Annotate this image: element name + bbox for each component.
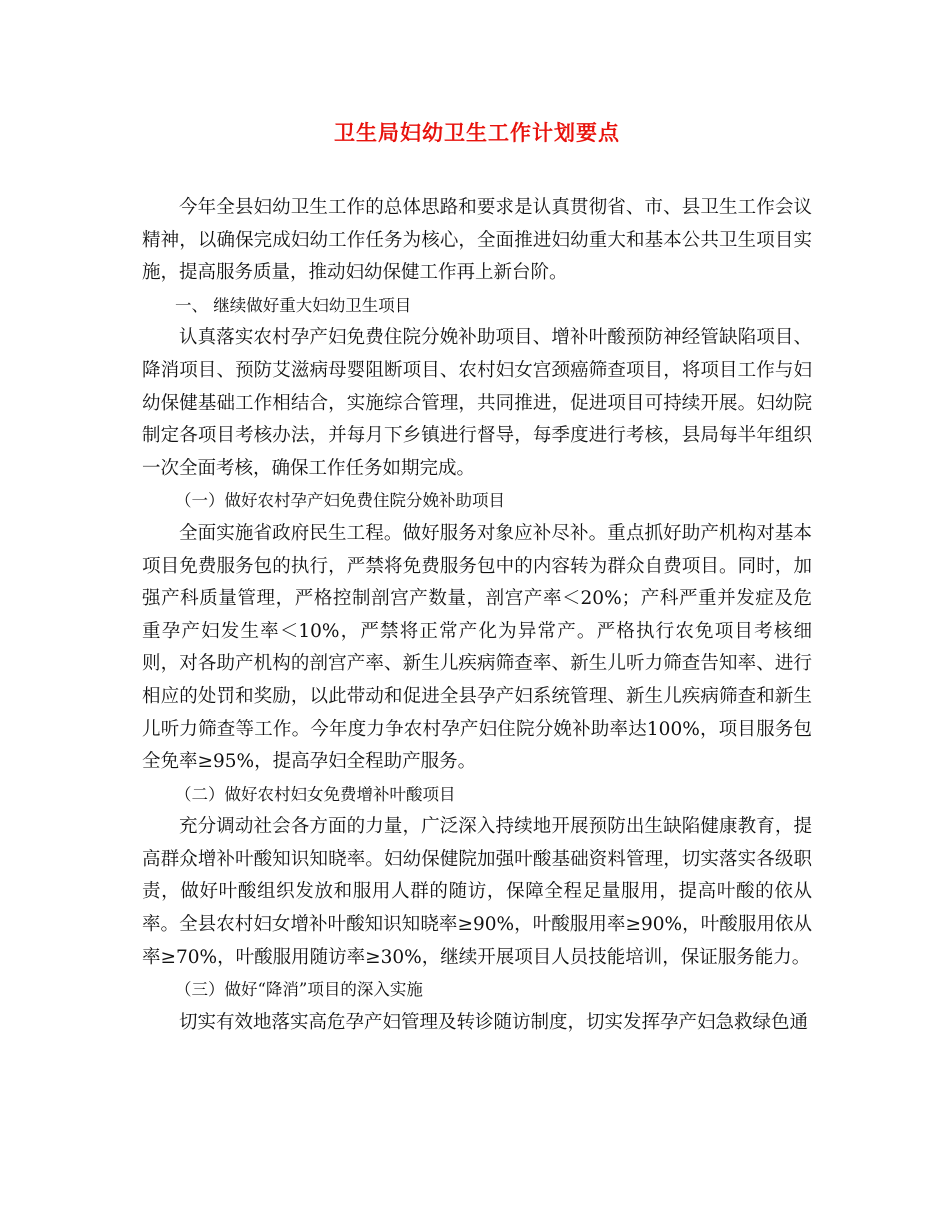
subsection-2-heading: （二）做好农村妇女免费增补叶酸项目 [175,784,456,804]
subsection-3-paragraph: 切实有效地落实高危孕产妇管理及转诊随访制度，切实发挥孕产妇急救绿色通 [179,1011,809,1033]
subsection-1-heading: （一）做好农村孕产妇免费住院分娩补助项目 [175,491,505,511]
section-1-heading: 一、 继续做好重大妇幼卫生项目 [175,295,412,315]
subsection-2-paragraph: 充分调动社会各方面的力量，广泛深入持续地开展预防出生缺陷健康教育，提高群众增补叶酸知识知晓率。妇幼保健院加强叶酸基础资料管理，切实落实各级职责，做好叶酸组织发放和服用人群的随访，保障全程足量服用，提高叶酸的依从率。全县农村妇女增补叶酸知识知晓率≥90%，叶酸服用率≥90%，叶酸服用依从率≥70%，叶酸服用随访率≥30%，继续开展项目人员技能培训，保证服务能力。 [142,816,812,968]
subsection-1-paragraph: 全面实施省政府民生工程。做好服务对象应补尽补。重点抓好助产机构对基本项目免费服务包的执行，严禁将免费服务包中的内容转为群众自费项目。同时，加强产科质量管理，严格控制剖宫产数量，剖宫产率＜20%；产科严重并发症及危重孕产妇发生率＜10%，严禁将正常产化为异常产。严格执行农免项目考核细则，对各助产机构的剖宫产率、新生儿疾病筛查率、新生儿听力筛查告知率、进行相应的处罚和奖励，以此带动和促进全县孕产妇系统管理、新生儿疾病筛查和新生儿听力筛查等工作。今年度力争农村孕产妇住院分娩补助率达100%，项目服务包全免率≥95%，提高孕妇全程助产服务。 [142,522,812,773]
section-1-paragraph: 认真落实农村孕产妇免费住院分娩补助项目、增补叶酸预防神经管缺陷项目、降消项目、预防艾滋病母婴阻断项目、农村妇女宫颈癌筛查项目，将项目工作与妇幼保健基础工作相结合，实施综合管理，共同推进，促进项目可持续开展。妇幼院制定各项目考核办法，并每月下乡镇进行督导，每季度进行考核，县局每半年组织一次全面考核，确保工作任务如期完成。 [142,327,812,479]
subsection-3-heading: （三）做好“降消”项目的深入实施 [175,980,423,1000]
intro-paragraph: 今年全县妇幼卫生工作的总体思路和要求是认真贯彻省、市、县卫生工作会议精神，以确保完成妇幼工作任务为核心，全面推进妇幼重大和基本公共卫生项目实施，提高服务质量，推动妇幼保健工作再上新台阶。 [142,197,812,284]
document-title: 卫生局妇幼卫生工作计划要点 [334,120,620,145]
